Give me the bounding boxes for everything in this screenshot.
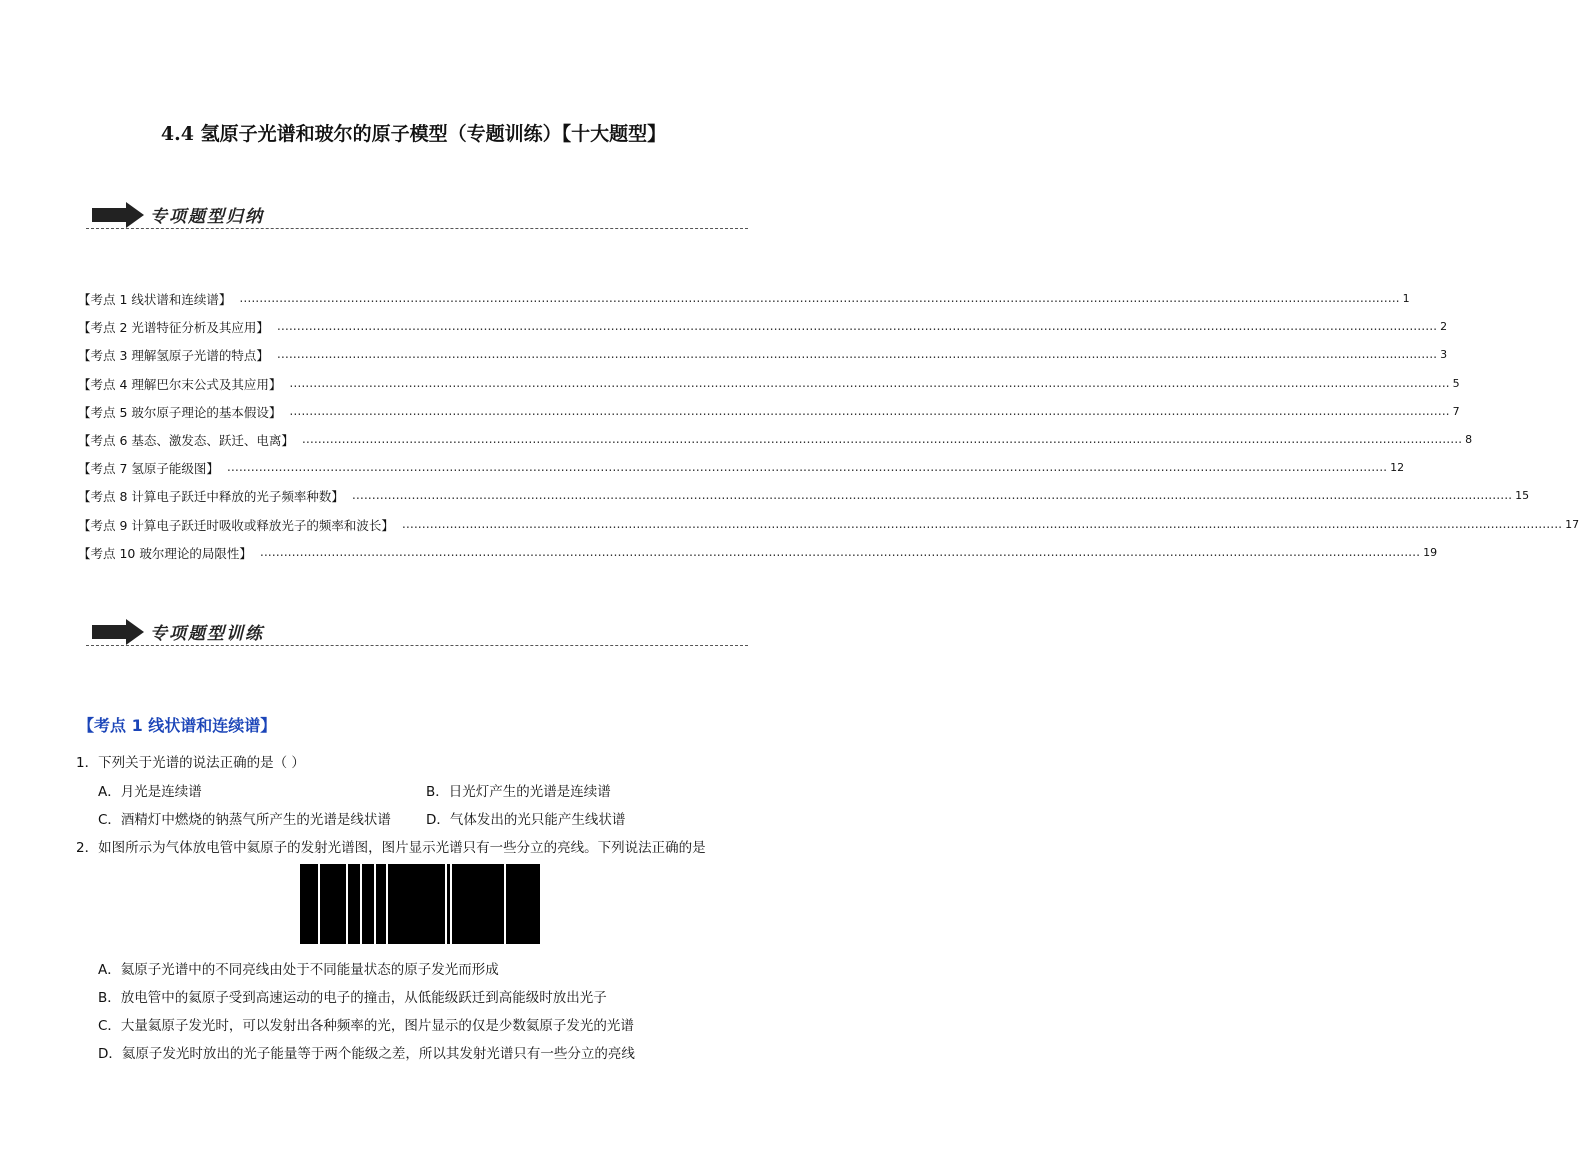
divider (86, 228, 748, 229)
question-1-option-b: B．日光灯产生的光谱是连续谱 (426, 784, 611, 800)
spectral-line (445, 864, 447, 944)
toc-item[interactable]: 【考点 6 基态、激发态、跃迁、电离】 .................................................................................................................................................................................................................................................................................................... 8 (78, 430, 1473, 448)
spectral-line (318, 864, 320, 944)
spectral-line (346, 864, 348, 944)
section-heading: 【考点 1 线状谱和连续谱】 (78, 716, 277, 735)
question-2-option-c: C．大量氦原子发光时，可以发射出各种频率的光，图片显示的仅是少数氦原子发光的光谱 (98, 1018, 634, 1034)
toc-item[interactable]: 【考点 1 线状谱和连续谱】 .................................................................................................................................................................................................................................................................................................... 1 (78, 290, 1410, 307)
spectral-line (374, 864, 376, 944)
toc-item[interactable]: 【考点 2 光谱特征分析及其应用】 .................................................................................................................................................................................................................................................................................................... 2 (78, 318, 1448, 336)
toc-item[interactable]: 【考点 8 计算电子跃迁中释放的光子频率种数】 .................................................................................................................................................................................................................................................................................................... 15 (78, 487, 1530, 505)
arrow-icon (92, 619, 144, 645)
summary-banner-label: 专项题型归纳 (150, 207, 264, 227)
page-title: 4.4 氢原子光谱和玻尔的原子模型（专题训练）【十大题型】 (160, 123, 667, 145)
toc-item[interactable]: 【考点 10 玻尔理论的局限性】 .................................................................................................................................................................................................................................................................................................... 19 (78, 543, 1438, 561)
divider (86, 645, 748, 646)
question-1-stem: 1．下列关于光谱的说法正确的是（ ） (76, 755, 305, 771)
question-1-option-c: C．酒精灯中燃烧的钠蒸气所产生的光谱是线状谱 (98, 812, 391, 828)
summary-banner (86, 200, 748, 230)
arrow-icon (92, 202, 144, 228)
training-banner-label: 专项题型训练 (150, 624, 264, 644)
toc-item[interactable]: 【考点 9 计算电子跃迁时吸收或释放光子的频率和波长】 .................................................................................................................................................................................................................................................................................................... 17 (78, 515, 1579, 533)
spectral-line (386, 864, 388, 944)
spectral-line (504, 864, 506, 944)
question-2-option-d: D．氦原子发光时放出的光子能量等于两个能级之差，所以其发射光谱只有一些分立的亮线 (98, 1046, 635, 1062)
training-banner (86, 617, 748, 647)
spectral-line (450, 864, 452, 944)
question-1-option-a: A．月光是连续谱 (98, 784, 202, 800)
toc-item[interactable]: 【考点 4 理解巴尔末公式及其应用】 .................................................................................................................................................................................................................................................................................................... 5 (78, 374, 1460, 392)
question-2-stem: 2．如图所示为气体放电管中氦原子的发射光谱图，图片显示光谱只有一些分立的亮线。下列说法正确的是 (76, 840, 706, 856)
toc-item[interactable]: 【考点 5 玻尔原子理论的基本假设】 .................................................................................................................................................................................................................................................................................................... 7 (78, 402, 1460, 420)
question-1-option-d: D．气体发出的光只能产生线状谱 (426, 812, 626, 828)
toc-item[interactable]: 【考点 3 理解氢原子光谱的特点】 .................................................................................................................................................................................................................................................................................................... 3 (78, 346, 1448, 364)
question-2-option-b: B．放电管中的氦原子受到高速运动的电子的撞击，从低能级跃迁到高能级时放出光子 (98, 990, 607, 1006)
toc-item[interactable]: 【考点 7 氢原子能级图】 .................................................................................................................................................................................................................................................................................................... 12 (78, 459, 1405, 477)
helium-spectrum-image (300, 864, 540, 944)
spectral-line (360, 864, 362, 944)
table-of-contents (78, 290, 1579, 572)
question-2-option-a: A．氦原子光谱中的不同亮线由处于不同能量状态的原子发光而形成 (98, 962, 499, 978)
